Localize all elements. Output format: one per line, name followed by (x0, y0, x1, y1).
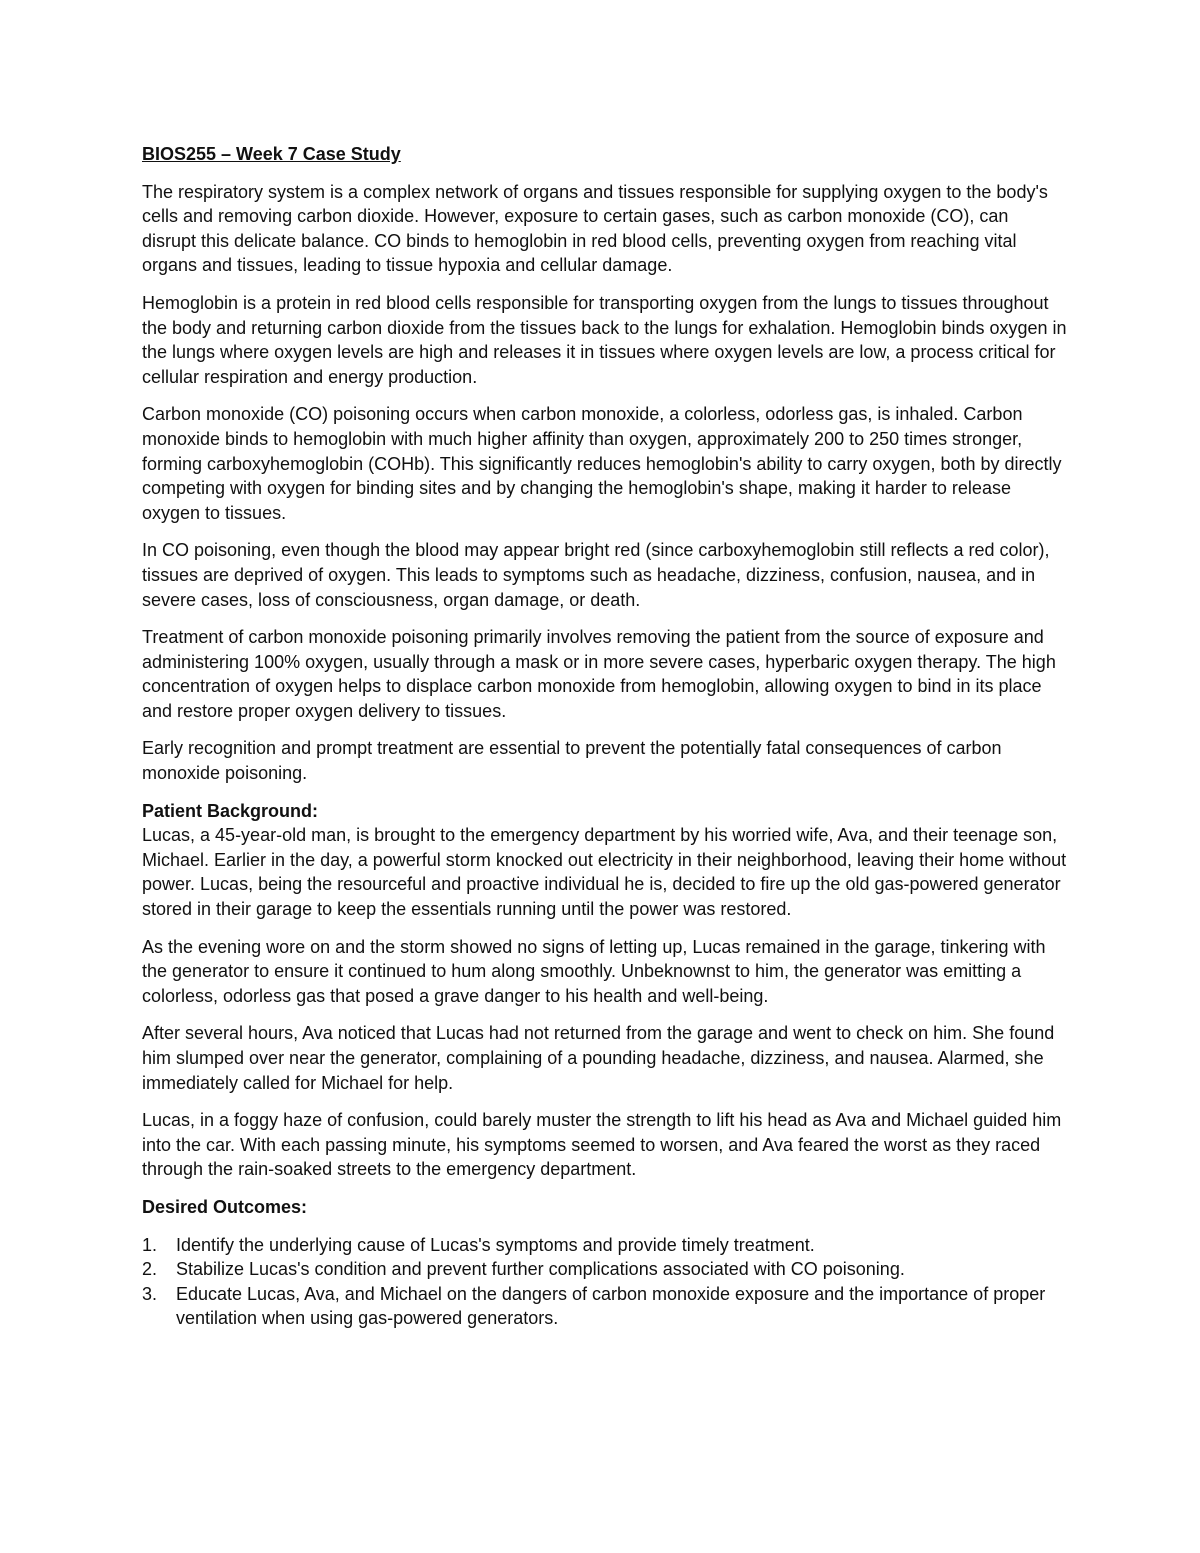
list-item-number: 2. (142, 1259, 158, 1280)
patient-background-heading: Patient Background: (142, 800, 319, 821)
intro-paragraph: Hemoglobin is a protein in red blood cells responsible for transporting oxygen from the lungs to tissues throughout the body and returning carbon dioxide from the tissues back to the lungs for exhalation. Hemoglobin binds oxygen in the lungs where oxygen levels are high and releases it in tissues where oxygen levels are low, a process critical for cellular respiration and energy production. (142, 292, 1067, 387)
background-paragraph: After several hours, Ava noticed that Lucas had not returned from the garage and went to check on him. She found him slumped over near the generator, complaining of a pounding headache, dizziness, and nausea. Alarmed, she immediately called for Michael for help. (142, 1023, 1055, 1093)
background-paragraph: As the evening wore on and the storm showed no signs of letting up, Lucas remained in the garage, tinkering with the generator to ensure it continued to hum along smoothly. Unbeknownst to him, the generator was emitting a colorless, odorless gas that posed a grave danger to his health and well-being. (142, 936, 1046, 1006)
intro-paragraph: Treatment of carbon monoxide poisoning primarily involves removing the patient from the source of exposure and administering 100% oxygen, usually through a mask or in more severe cases, hyperbaric oxygen therapy. The high concentration of oxygen helps to displace carbon monoxide from hemoglobin, allowing oxygen to bind in its place and restore proper oxygen delivery to tissues. (142, 627, 1056, 721)
list-item (142, 1257, 1067, 1282)
list-item-text: Identify the underlying cause of Lucas's symptoms and provide timely treatment. (176, 1234, 815, 1255)
intro-paragraph: In CO poisoning, even though the blood may appear bright red (since carboxyhemoglobin still reflects a red color), tissues are deprived of oxygen. This leads to symptoms such as headache, dizziness, confusion, nausea, and in severe cases, loss of consciousness, organ damage, or death. (142, 540, 1050, 610)
background-paragraph: Lucas, a 45-year-old man, is brought to the emergency department by his worried wife, Ava, and their teenage son, Michael. Earlier in the day, a powerful storm knocked out electricity in their neighborhood, leaving their home without power. Lucas, being the resourceful and proactive individual he is, decided to fire up the old gas-powered generator stored in their garage to keep the essentials running until the power was restored. (142, 825, 1067, 920)
list-item-number: 1. (142, 1234, 158, 1255)
intro-paragraph: Carbon monoxide (CO) poisoning occurs when carbon monoxide, a colorless, odorless gas, is inhaled. Carbon monoxide binds to hemoglobin with much higher affinity than oxygen, approximately 200 to 250 times stronger, forming carboxyhemoglobin (COHb). This significantly reduces hemoglobin's ability to carry oxygen, both by directly competing with oxygen for binding sites and by changing the hemoglobin's shape, making it harder to release oxygen to tissues. (142, 404, 1062, 523)
list-item-text: Stabilize Lucas's condition and prevent further complications associated with CO poisoning. (176, 1259, 905, 1280)
document-page (142, 142, 1067, 1331)
intro-paragraph: Early recognition and prompt treatment are essential to prevent the potentially fatal consequences of carbon monoxide poisoning. (142, 738, 1002, 784)
list-item (142, 1233, 1067, 1258)
list-item (142, 1282, 1067, 1331)
desired-outcomes-heading: Desired Outcomes: (142, 1196, 308, 1217)
desired-outcomes-list (142, 1233, 1067, 1331)
list-item-number: 3. (142, 1283, 158, 1304)
background-paragraph: Lucas, in a foggy haze of confusion, could barely muster the strength to lift his head as Ava and Michael guided him into the car. With each passing minute, his symptoms seemed to worsen, and Ava feared the worst as they raced through the rain-soaked streets to the emergency department. (142, 1110, 1062, 1180)
document-title: BIOS255 – Week 7 Case Study (142, 144, 401, 164)
intro-paragraph: The respiratory system is a complex network of organs and tissues responsible for supplying oxygen to the body's cells and removing carbon dioxide. However, exposure to certain gases, such as carbon monoxide (CO), can disrupt this delicate balance. CO binds to hemoglobin in red blood cells, preventing oxygen from reaching vital organs and tissues, leading to tissue hypoxia and cellular damage. (142, 181, 1048, 276)
list-item-text: Educate Lucas, Ava, and Michael on the dangers of carbon monoxide exposure and the importance of proper ventilation when using gas-powered generators. (176, 1283, 1046, 1329)
